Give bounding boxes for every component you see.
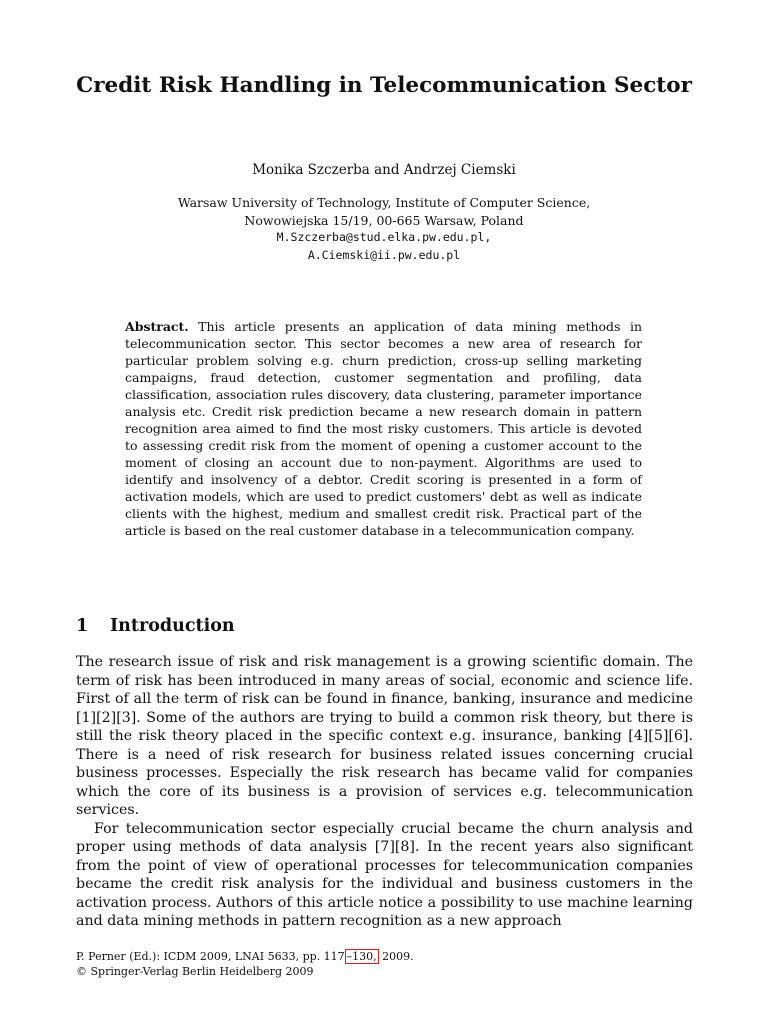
section-number: 1	[76, 616, 89, 636]
email-2[interactable]: A.Ciemski@ii.pw.edu.pl	[307, 247, 461, 262]
abstract	[125, 318, 642, 539]
affiliation-line-1: Warsaw University of Technology, Institute of Computer Science,	[177, 195, 591, 210]
affiliation-line-2: Nowowiejska 15/19, 00-665 Warsaw, Poland	[244, 212, 524, 228]
section-body	[76, 653, 693, 931]
authors: Monika Szczerba and Andrzej Ciemski	[252, 162, 516, 178]
page-range-link[interactable]: –130,	[346, 950, 377, 963]
section-heading	[76, 614, 235, 638]
body-paragraph: The research issue of risk and risk management is a growing scientific domain. The term of risk has been introduced in many areas of social, economic and science life. First of all the term of risk can be found in finance, banking, insurance and medicine [1][2][3]. Some of the authors are trying to build a common risk theory, but there is still the risk theory placed in the specific context e.g. insurance, banking [4][5][6]. There is a need of risk research for business related issues concerning crucial business processes. Especially the risk research has became valid for companies which the core of its business is a provision of services e.g. telecommunication services.	[76, 654, 693, 818]
body-paragraph: For telecommunication sector especially crucial became the churn analysis and proper using methods of data analysis [7][8]. In the recent years also significant from the point of view of operational processes for telecommunication companies became the credit risk analysis for the individual and business customers in the activation process. Authors of this article notice a possibility to use machine learning and data mining methods in pattern recognition as a new approach	[76, 820, 693, 929]
affiliation	[60, 194, 708, 264]
paper-title: Credit Risk Handling in Telecommunication Sector	[76, 73, 692, 98]
citation-suffix: 2009.	[378, 950, 414, 963]
abstract-text: This article presents an application of data mining methods in telecommunication sector. This sector becomes a new area of research for particular problem solving e.g. churn prediction, cross-up selling marketing campaigns, fraud detection, customer segmentation and profiling, data classification, association rules discovery, data clustering, parameter importance analysis etc. Credit risk prediction became a new research domain in pattern recognition area aimed to find the most risky customers. This article is devoted to assessing credit risk from the moment of opening a customer account to the moment of closing an account due to non-payment. Algorithms are used to identify and insolvency of a debtor. Credit scoring is presented in a form of activation models, which are used to predict customers' debt as well as indicate clients with the highest, medium and smallest credit risk. Practical part of the article is based on the real customer database in a telecommunication company.	[125, 319, 642, 538]
citation-prefix: P. Perner (Ed.): ICDM 2009, LNAI 5633, pp. 117	[76, 950, 345, 963]
citation-line	[76, 949, 414, 964]
footer	[76, 949, 414, 979]
email-1[interactable]: M.Szczerba@stud.elka.pw.edu.pl,	[276, 230, 492, 244]
section-title: Introduction	[110, 616, 235, 636]
copyright-line: © Springer-Verlag Berlin Heidelberg 2009	[76, 965, 314, 978]
abstract-label: Abstract.	[125, 319, 189, 334]
